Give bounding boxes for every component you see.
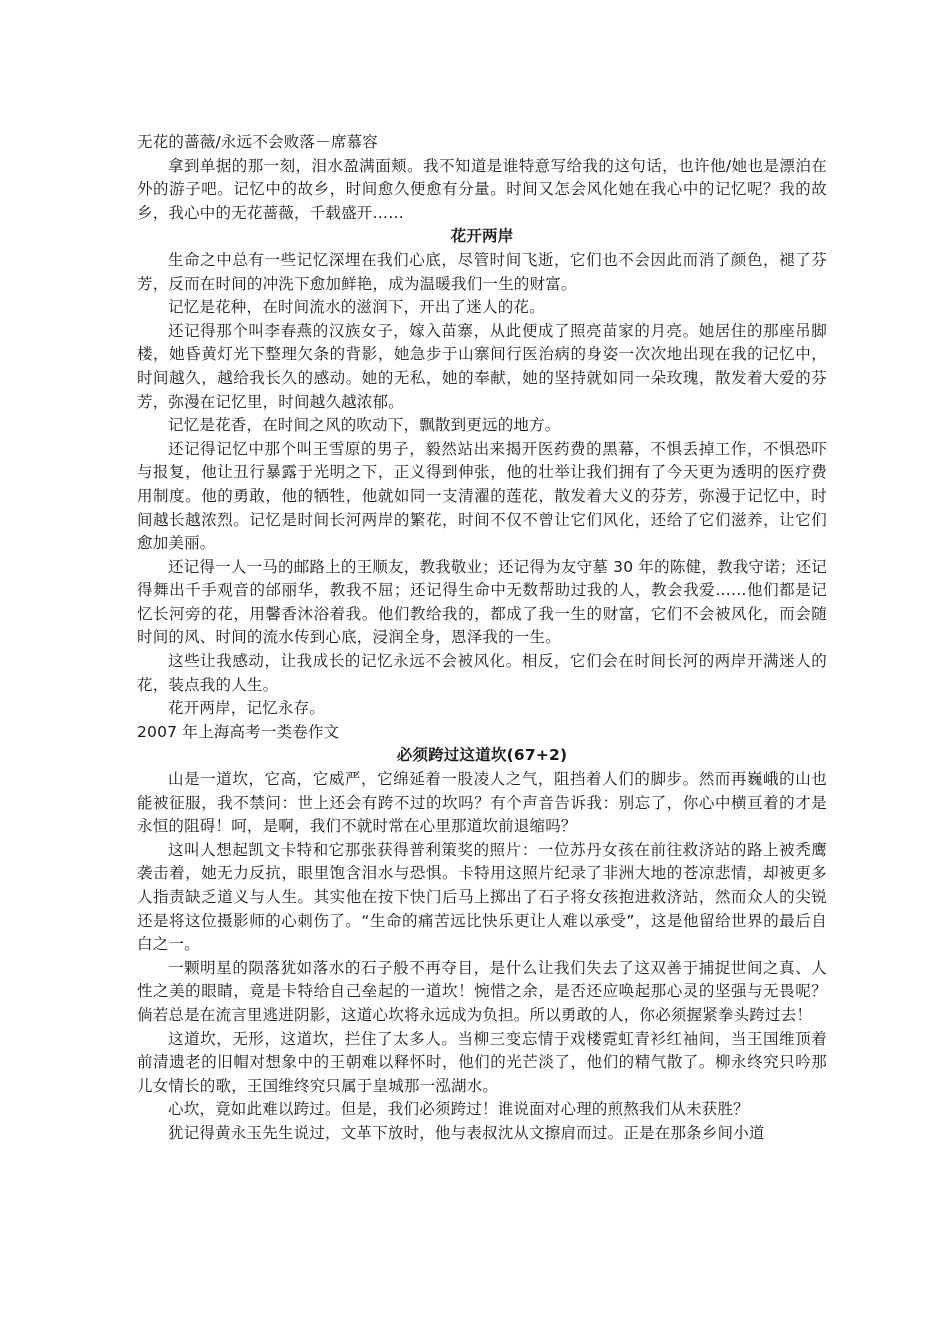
essay2-paragraph: 山是一道坎，它高，它威严，它绵延着一股凌人之气，阻挡着人们的脚步。然而再巍峨的山也能被征服，我不禁问：世上还会有跨不过的坎吗？有个声音告诉我：别忘了，你心中横亘着的才是永恒的阻碍！呵，是啊，我们不就时常在心里那道坎前退缩吗？ [137, 770, 827, 836]
essay2-paragraph: 这叫人想起凯文卡特和它那张获得普利策奖的照片：一位苏丹女孩在前往救济站的路上被秃鹰袭击着，她无力反抗，眼里饱含泪水与恐惧。卡特用这照片纪录了非洲大地的苍凉悲情，却被更多人指责缺乏道义与人生。其实他在按下快门后马上掷出了石子将女孩抱进救济站，然而众人的尖锐还是将这位摄影师的心刺伤了。“生命的痛苦远比快乐更让人难以承受”，这是他留给世界的最后自白之一。 [137, 840, 827, 954]
essay1-paragraph: 这些让我感动，让我成长的记忆永远不会被风化。相反，它们会在时间长河的两岸开满迷人的花，装点我的人生。 [137, 652, 827, 694]
essay1-title: 花开两岸 [450, 227, 514, 246]
essay1-paragraph: 记忆是花香，在时间之风的吹动下，飘散到更远的地方。 [168, 416, 561, 435]
essay2-title: 必须跨过这道坎(67+2) [396, 746, 568, 765]
essay1-paragraph: 记忆是花种，在时间流水的滋润下，开出了迷人的花。 [168, 298, 545, 317]
essay1-paragraph: 还记得一人一马的邮路上的王顺友，教我敬业；还记得为友守墓 30 年的陈健，教我守诺；还记得舞出千手观音的邰丽华，教我不屈；还记得生命中无数帮助过我的人，教会我爱……他们都是记忆长河旁的花，用馨香沐浴着我。他们教给我的，都成了我一生的财富，它们不会被风化，而会随时间的风、时间的流水传到心底，浸润全身，恩泽我的一生。 [137, 557, 827, 647]
essay2-paragraph: 心坎，竟如此难以跨过。但是，我们必须跨过！谁说面对心理的煎熬我们从未获胜？ [168, 1100, 749, 1119]
intro-paragraph: 拿到单据的那一刻，泪水盈满面颊。我不知道是谁特意写给我的这句话，也许他/她也是漂泊在外的游子吧。记忆中的故乡，时间愈久便愈有分量。时间又怎会风化她在我心中的记忆呢？我的故乡，我心中的无花蔷薇，千载盛开…… [137, 156, 827, 222]
essay2-paragraph: 犹记得黄永玉先生说过，文革下放时，他与表叔沈从文擦肩而过。正是在那条乡间小道 [168, 1123, 765, 1142]
essay1-paragraph: 还记得那个叫李春燕的汉族女子，嫁入苗寨，从此便成了照亮苗家的月亮。她居住的那座吊脚 楼，她昏黄灯光下整理欠条的背影，她急步于山寨间行医治病的身姿一次次地出现在我的记忆中，时间越久，越给我长久的感动。她的无私，她的奉献，她的坚持就如同一朵玫瑰，散发着大爱的芬芳，弥漫在记忆里，时间越久越浓郁。 [137, 321, 827, 411]
essay1-paragraph: 生命之中总有一些记忆深埋在我们心底，尽管时间飞逝，它们也不会因此而消了颜色，褪了芬芳，反而在时间的冲洗下愈加鲜艳，成为温暖我们一生的财富。 [137, 250, 827, 293]
essay1-paragraph: 花开两岸，记忆永存。 [168, 699, 326, 718]
essay2-paragraph: 这道坎，无形，这道坎，拦住了太多人。当柳三变忘情于戏楼霓虹青衫红袖间，当王国维顶着前清遗老的旧帽对想象中的王朝难以释怀时，他们的光芒淡了，他们的精气散了。柳永终究只吟那儿女情长的歌，王国维终究只属于皇城那一泓湖水。 [137, 1029, 827, 1095]
essay1-paragraph: 还记得记忆中那个叫王雪原的男子，毅然站出来揭开医药费的黑幕，不惧丢掉工作，不惧恐吓与报复，他让丑行暴露于光明之下，正义得到伸张，他的壮举让我们拥有了今天更为透明的医疗费用制度。他的勇敢，他的牺牲，他就如同一支清濯的莲花，散发着大义的芬芳，弥漫于记忆中，时间越长越浓烈。记忆是时间长河两岸的繁花，时间不仅不曾让它们风化，还给了它们滋养，让它们愈加美丽。 [137, 439, 827, 553]
intro-line: 无花的蔷薇/永远不会败落－席慕容 [137, 133, 378, 151]
exam-line: 2007 年上海高考一类卷作文 [137, 722, 340, 741]
document-body [137, 131, 827, 1146]
essay2-paragraph: 一颗明星的陨落犹如落水的石子般不再夺目，是什么让我们失去了这双善于捕捉世间之真、人性之美的眼睛，竟是卡特给自己垒起的一道坎！惋惜之余，是否还应唤起那心灵的坚强与无畏呢？倘若总是在流言里逃进阴影，这道心坎将永远成为负担。所以勇敢的人，你必须握紧拳头跨过去！ [137, 958, 827, 1024]
